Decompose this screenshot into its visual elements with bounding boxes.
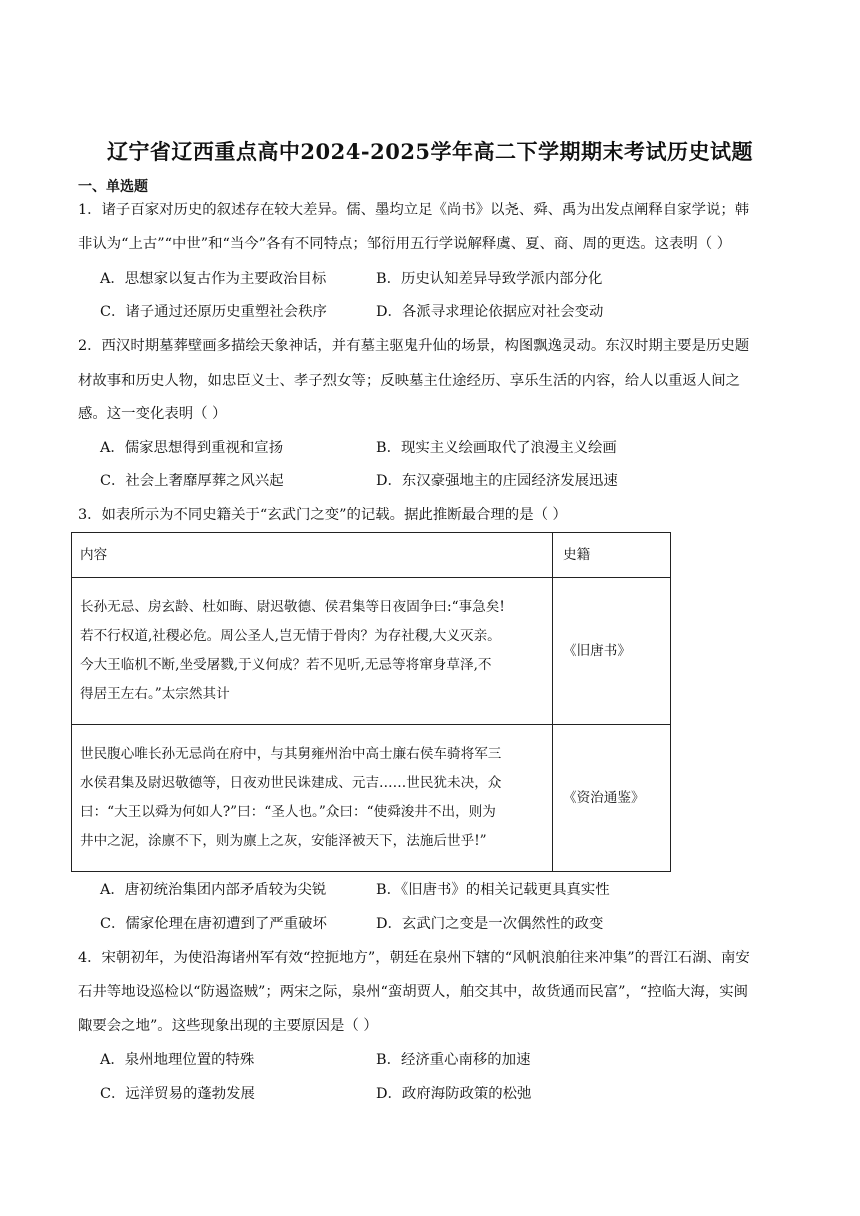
table-cell-content: 世民腹心唯长孙无忌尚在府中，与其舅雍州治中高士廉右侯车骑将军三 水侯君集及尉迟敬德等，日夜劝世民诛建成、元吉……世民犹未决，众 曰：“大王以舜为何如人?”曰：“圣人也。”众曰：“使舜浚井不出，则为 井中之泥，涂廪不下，则为廪上之灰，安能泽被天下，法施后世乎!” (72, 725, 553, 872)
table-row (72, 578, 671, 725)
question-4-line-1: 4．宋朝初年，为使沿海诸州军有效“控扼地方”，朝廷在泉州下辖的“风帆浪舶往来冲集”的晋江石湖、南安 (78, 950, 750, 966)
question-4-option-b[interactable]: B．经济重心南移的加速 (376, 1052, 531, 1068)
question-1-option-a[interactable]: A．思想家以复古作为主要政治目标 (100, 271, 327, 287)
question-2-option-a[interactable]: A．儒家思想得到重视和宣扬 (100, 440, 284, 456)
exam-title: 辽宁省辽西重点高中2024-2025学年高二下学期期末考试历史试题 (106, 139, 754, 164)
table-cell-source: 《资治通鉴》 (553, 725, 671, 872)
question-2-option-d[interactable]: D．东汉豪强地主的庄园经济发展迅速 (376, 473, 618, 489)
question-2-option-c[interactable]: C．社会上奢靡厚葬之风兴起 (100, 473, 284, 489)
question-1-option-b[interactable]: B．历史认知差异导致学派内部分化 (376, 271, 603, 287)
table-row (72, 725, 671, 872)
question-3-option-d[interactable]: D．玄武门之变是一次偶然性的政变 (376, 916, 604, 932)
question-1-option-c[interactable]: C．诸子通过还原历史重塑社会秩序 (100, 304, 327, 320)
question-4-option-a[interactable]: A．泉州地理位置的特殊 (100, 1052, 255, 1068)
table-header-source: 史籍 (553, 533, 671, 578)
question-1-line-1: 1．诸子百家对历史的叙述存在较大差异。儒、墨均立足《尚书》以尧、舜、禹为出发点阐释自家学说；韩 (78, 202, 750, 218)
history-records-table (71, 532, 671, 872)
table-header-content: 内容 (72, 533, 553, 578)
question-3-option-c[interactable]: C．儒家伦理在唐初遭到了严重破坏 (100, 916, 327, 932)
table-cell-source: 《旧唐书》 (553, 578, 671, 725)
question-3-line-1: 3．如表所示为不同史籍关于“玄武门之变”的记载。据此推断最合理的是（ ） (78, 507, 567, 523)
question-2-line-3: 感。这一变化表明（ ） (78, 406, 227, 422)
question-2-option-b[interactable]: B．现实主义绘画取代了浪漫主义绘画 (376, 440, 617, 456)
table-cell-content: 长孙无忌、房玄龄、杜如晦、尉迟敬德、侯君集等日夜固争曰:“事急矣! 若不行权道,社稷必危。周公圣人,岂无情于骨肉？为存社稷,大义灭亲。 今大王临机不断,坐受屠戮,于义何成？若不见听,无忌等将窜身草泽,不 得居王左右。”太宗然其计 (72, 578, 553, 725)
question-2-line-2: 材故事和历史人物，如忠臣义士、孝子烈女等；反映墓主仕途经历、享乐生活的内容，给人以重返人间之 (78, 373, 740, 389)
question-2-line-1: 2．西汉时期墓葬壁画多描绘天象神话，并有墓主驱鬼升仙的场景，构图飘逸灵动。东汉时期主要是历史题 (78, 338, 750, 354)
question-3-option-b[interactable]: B．《旧唐书》的相关记载更具真实性 (376, 882, 610, 898)
question-1-line-2: 非认为“上古”“中世”和“当今”各有不同特点；邹衍用五行学说解释虞、夏、商、周的更迭。这表明（ ） (78, 236, 732, 252)
table-header-row (72, 533, 671, 578)
question-4-option-c[interactable]: C．远洋贸易的蓬勃发展 (100, 1086, 255, 1102)
question-1-option-d[interactable]: D．各派寻求理论依据应对社会变动 (376, 304, 604, 320)
question-3-option-a[interactable]: A．唐初统治集团内部矛盾较为尖锐 (100, 882, 327, 898)
question-4-line-3: 陬要会之地”。这些现象出现的主要原因是（ ） (78, 1018, 378, 1034)
question-4-option-d[interactable]: D．政府海防政策的松弛 (376, 1086, 532, 1102)
question-4-line-2: 石井等地设巡检以“防遏盗贼”；两宋之际，泉州“蛮胡贾人，舶交其中，故货通而民富”，“控临大海，实闽 (78, 984, 748, 1000)
section-heading: 一、单选题 (78, 179, 148, 195)
